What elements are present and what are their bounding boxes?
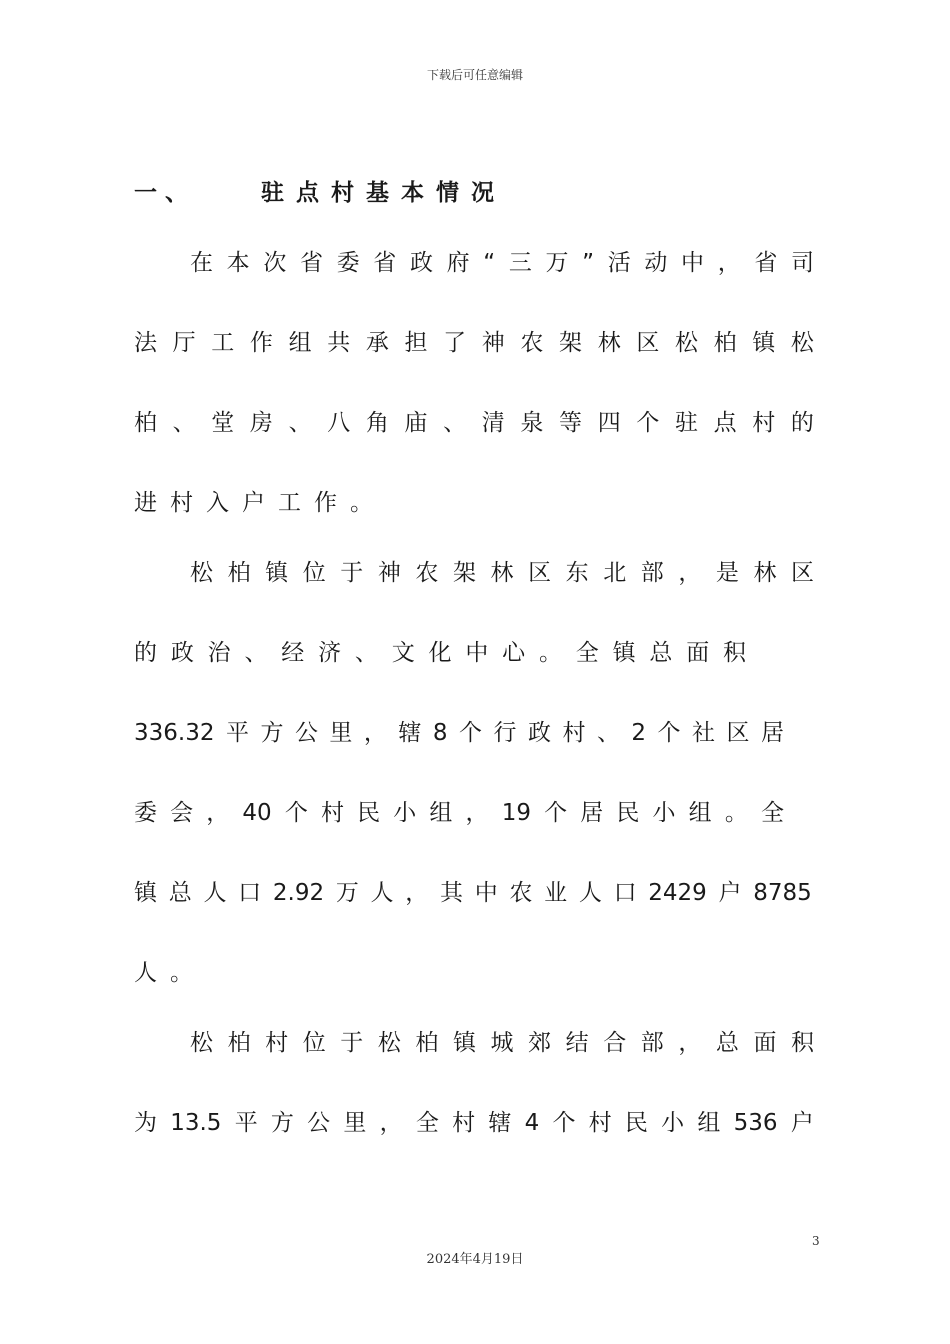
- paragraph-line: 松 柏 镇 位 于 神 农 架 林 区 东 北 部 ， 是 林 区: [190, 560, 814, 586]
- section-heading: [134, 178, 814, 208]
- page-footer-date: 2024年4月19日: [426, 1252, 524, 1267]
- paragraph-line: 336.32 平 方 公 里 ， 辖 8 个 行 政 村 、 2 个 社 区 居: [134, 720, 784, 746]
- paragraph-line: 法 厅 工 作 组 共 承 担 了 神 农 架 林 区 松 柏 镇 松: [134, 330, 814, 356]
- section-title: 驻点村基本情况: [261, 180, 506, 206]
- paragraph-line: 进村入户工作。: [134, 490, 386, 516]
- paragraph-line: 人。: [134, 960, 206, 986]
- section-number: 一、: [134, 180, 196, 206]
- paragraph-line: 松 柏 村 位 于 松 柏 镇 城 郊 结 合 部 ， 总 面 积: [190, 1030, 814, 1056]
- paragraph-line: 镇 总 人 口 2.92 万 人 ， 其 中 农 业 人 口 2429 户 8785: [134, 880, 812, 906]
- page-number: 3: [812, 1234, 820, 1248]
- paragraph-line: 委 会 ， 40 个 村 民 小 组 ， 19 个 居 民 小 组 。 全: [134, 800, 784, 826]
- paragraph-line: 为 13.5 平 方 公 里 ， 全 村 辖 4 个 村 民 小 组 536 户: [134, 1110, 814, 1136]
- paragraph-line: 的 政 治 、 经 济 、 文 化 中 心 。 全 镇 总 面 积: [134, 640, 746, 666]
- paragraph-line: 在 本 次 省 委 省 政 府 “ 三 万 ” 活 动 中 ， 省 司: [190, 250, 814, 276]
- paragraph-line: 柏 、 堂 房 、 八 角 庙 、 清 泉 等 四 个 驻 点 村 的: [134, 410, 814, 436]
- page-header: 下载后可任意编辑: [426, 68, 523, 82]
